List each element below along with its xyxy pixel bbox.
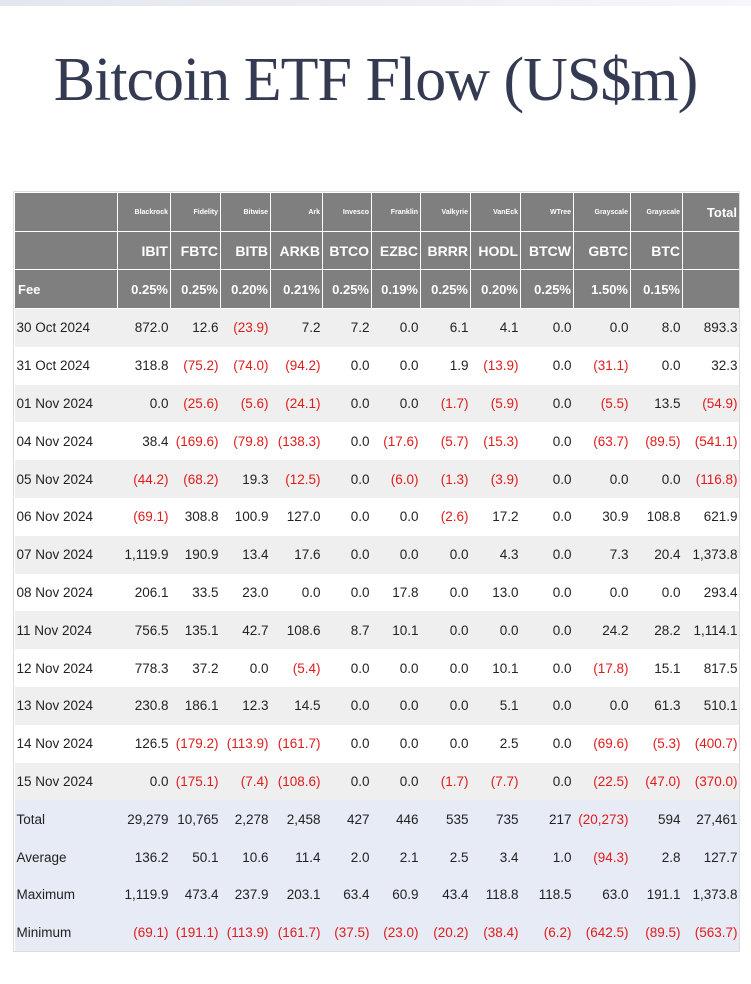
ticker-header: BTC bbox=[631, 232, 683, 270]
issuer-header: Valkyrie bbox=[421, 193, 471, 232]
row-total: 1,373.8 bbox=[683, 536, 740, 574]
flow-cell: (23.0) bbox=[372, 914, 421, 952]
header-blank bbox=[683, 232, 740, 270]
flow-cell: 0.0 bbox=[521, 422, 574, 460]
flow-cell: (22.5) bbox=[574, 763, 631, 801]
flow-cell: (63.7) bbox=[574, 422, 631, 460]
flow-cell: (13.9) bbox=[471, 347, 521, 385]
row-total: 27,461 bbox=[683, 800, 740, 838]
flow-cell: 0.0 bbox=[372, 385, 421, 423]
row-total: (370.0) bbox=[683, 763, 740, 801]
issuer-header: Ark bbox=[271, 193, 323, 232]
summary-row bbox=[15, 838, 740, 876]
flow-cell: 0.0 bbox=[574, 574, 631, 612]
issuer-header-row bbox=[15, 193, 740, 232]
fee-value: 0.19% bbox=[372, 270, 421, 309]
flow-cell: 308.8 bbox=[171, 498, 221, 536]
flow-cell: (5.9) bbox=[471, 385, 521, 423]
fee-value: 0.25% bbox=[421, 270, 471, 309]
flow-cell: (24.1) bbox=[271, 385, 323, 423]
row-date: 07 Nov 2024 bbox=[15, 536, 118, 574]
flow-cell: 0.0 bbox=[421, 611, 471, 649]
flow-cell: 43.4 bbox=[421, 876, 471, 914]
table-row bbox=[15, 347, 740, 385]
flow-cell: 12.3 bbox=[221, 687, 271, 725]
fee-value: 0.25% bbox=[118, 270, 171, 309]
row-total: (563.7) bbox=[683, 914, 740, 952]
ticker-header: BTCO bbox=[323, 232, 372, 270]
flow-cell: 0.0 bbox=[421, 649, 471, 687]
fee-value: 0.21% bbox=[271, 270, 323, 309]
flow-cell: 24.2 bbox=[574, 611, 631, 649]
flow-cell: (3.9) bbox=[471, 460, 521, 498]
flow-cell: 0.0 bbox=[521, 725, 574, 763]
flow-cell: 756.5 bbox=[118, 611, 171, 649]
ticker-header: IBIT bbox=[118, 232, 171, 270]
flow-cell: 0.0 bbox=[421, 574, 471, 612]
flow-cell: 2.0 bbox=[323, 838, 372, 876]
flow-cell: 0.0 bbox=[372, 536, 421, 574]
flow-cell: 42.7 bbox=[221, 611, 271, 649]
flow-cell: 0.0 bbox=[521, 611, 574, 649]
flow-cell: (161.7) bbox=[271, 914, 323, 952]
flow-cell: (1.3) bbox=[421, 460, 471, 498]
flow-cell: 28.2 bbox=[631, 611, 683, 649]
flow-cell: 8.7 bbox=[323, 611, 372, 649]
flow-cell: 206.1 bbox=[118, 574, 171, 612]
fee-value: 0.25% bbox=[521, 270, 574, 309]
fee-value: 0.20% bbox=[221, 270, 271, 309]
flow-cell: (113.9) bbox=[221, 914, 271, 952]
summary-label: Minimum bbox=[15, 914, 118, 952]
issuer-header: Invesco bbox=[323, 193, 372, 232]
flow-cell: 17.8 bbox=[372, 574, 421, 612]
flow-cell: 0.0 bbox=[372, 763, 421, 801]
row-date: 15 Nov 2024 bbox=[15, 763, 118, 801]
flow-cell: 33.5 bbox=[171, 574, 221, 612]
flow-cell: 0.0 bbox=[521, 498, 574, 536]
flow-cell: 735 bbox=[471, 800, 521, 838]
issuer-header: Fidelity bbox=[171, 193, 221, 232]
flow-cell: 0.0 bbox=[631, 347, 683, 385]
row-date: 06 Nov 2024 bbox=[15, 498, 118, 536]
flow-cell: 0.0 bbox=[323, 347, 372, 385]
flow-cell: 0.0 bbox=[421, 725, 471, 763]
flow-cell: (79.8) bbox=[221, 422, 271, 460]
flow-cell: 0.0 bbox=[221, 649, 271, 687]
flow-cell: (2.6) bbox=[421, 498, 471, 536]
fee-header-row bbox=[15, 270, 740, 309]
flow-cell: 4.1 bbox=[471, 309, 521, 347]
flow-cell: 0.0 bbox=[421, 687, 471, 725]
flow-cell: (12.5) bbox=[271, 460, 323, 498]
flow-cell: 0.0 bbox=[323, 498, 372, 536]
row-total: (54.9) bbox=[683, 385, 740, 423]
row-date: 30 Oct 2024 bbox=[15, 309, 118, 347]
table-row bbox=[15, 725, 740, 763]
flow-cell: 2,278 bbox=[221, 800, 271, 838]
flow-cell: 0.0 bbox=[271, 574, 323, 612]
flow-cell: 778.3 bbox=[118, 649, 171, 687]
flow-cell: 0.0 bbox=[372, 725, 421, 763]
flow-cell: 0.0 bbox=[521, 649, 574, 687]
flow-cell: (74.0) bbox=[221, 347, 271, 385]
flow-cell: 14.5 bbox=[271, 687, 323, 725]
flow-cell: 7.3 bbox=[574, 536, 631, 574]
flow-cell: (89.5) bbox=[631, 422, 683, 460]
flow-cell: (138.3) bbox=[271, 422, 323, 460]
summary-row bbox=[15, 800, 740, 838]
flow-cell: (20.2) bbox=[421, 914, 471, 952]
row-total: 293.4 bbox=[683, 574, 740, 612]
flow-cell: (7.7) bbox=[471, 763, 521, 801]
flow-cell: (17.6) bbox=[372, 422, 421, 460]
flow-cell: 7.2 bbox=[271, 309, 323, 347]
header-blank bbox=[683, 270, 740, 309]
flow-cell: (20,273) bbox=[574, 800, 631, 838]
flow-cell: (47.0) bbox=[631, 763, 683, 801]
flow-cell: 0.0 bbox=[118, 385, 171, 423]
flow-cell: 10.1 bbox=[372, 611, 421, 649]
flow-cell: 0.0 bbox=[574, 309, 631, 347]
flow-cell: (7.4) bbox=[221, 763, 271, 801]
flow-cell: 0.0 bbox=[421, 536, 471, 574]
flow-cell: (94.2) bbox=[271, 347, 323, 385]
flow-cell: 0.0 bbox=[372, 347, 421, 385]
table-row bbox=[15, 687, 740, 725]
flow-cell: (5.4) bbox=[271, 649, 323, 687]
table-row bbox=[15, 611, 740, 649]
fee-value: 0.20% bbox=[471, 270, 521, 309]
summary-label: Average bbox=[15, 838, 118, 876]
flow-cell: (169.6) bbox=[171, 422, 221, 460]
flow-cell: 318.8 bbox=[118, 347, 171, 385]
summary-row bbox=[15, 914, 740, 952]
flow-cell: (6.0) bbox=[372, 460, 421, 498]
flow-cell: (175.1) bbox=[171, 763, 221, 801]
flow-cell: 13.5 bbox=[631, 385, 683, 423]
header-corner bbox=[15, 193, 118, 232]
flow-cell: (37.5) bbox=[323, 914, 372, 952]
flow-cell: 2.8 bbox=[631, 838, 683, 876]
flow-cell: 0.0 bbox=[372, 649, 421, 687]
flow-cell: (108.6) bbox=[271, 763, 323, 801]
flow-cell: 203.1 bbox=[271, 876, 323, 914]
issuer-header: Grayscale bbox=[574, 193, 631, 232]
row-total: 1,373.8 bbox=[683, 876, 740, 914]
flow-cell: 108.6 bbox=[271, 611, 323, 649]
etf-flow-table bbox=[14, 192, 740, 952]
row-total: (400.7) bbox=[683, 725, 740, 763]
flow-cell: 1,119.9 bbox=[118, 536, 171, 574]
flow-cell: 50.1 bbox=[171, 838, 221, 876]
flow-cell: (75.2) bbox=[171, 347, 221, 385]
flow-cell: 0.0 bbox=[323, 725, 372, 763]
fee-label: Fee bbox=[15, 270, 118, 309]
flow-cell: 2.5 bbox=[421, 838, 471, 876]
flow-cell: 6.1 bbox=[421, 309, 471, 347]
flow-cell: 0.0 bbox=[521, 574, 574, 612]
flow-cell: 10,765 bbox=[171, 800, 221, 838]
flow-cell: 7.2 bbox=[323, 309, 372, 347]
flow-cell: (68.2) bbox=[171, 460, 221, 498]
flow-cell: 5.1 bbox=[471, 687, 521, 725]
flow-cell: 10.6 bbox=[221, 838, 271, 876]
flow-cell: 63.0 bbox=[574, 876, 631, 914]
flow-cell: 2.1 bbox=[372, 838, 421, 876]
flow-cell: 13.4 bbox=[221, 536, 271, 574]
table-row bbox=[15, 574, 740, 612]
flow-cell: (89.5) bbox=[631, 914, 683, 952]
flow-cell: (5.6) bbox=[221, 385, 271, 423]
row-date: 05 Nov 2024 bbox=[15, 460, 118, 498]
flow-cell: 237.9 bbox=[221, 876, 271, 914]
issuer-header: VanEck bbox=[471, 193, 521, 232]
fee-value: 0.25% bbox=[171, 270, 221, 309]
flow-cell: 1,119.9 bbox=[118, 876, 171, 914]
flow-cell: 30.9 bbox=[574, 498, 631, 536]
flow-cell: 0.0 bbox=[521, 460, 574, 498]
flow-cell: (44.2) bbox=[118, 460, 171, 498]
flow-cell: 4.3 bbox=[471, 536, 521, 574]
flow-cell: 17.6 bbox=[271, 536, 323, 574]
flow-cell: 0.0 bbox=[521, 347, 574, 385]
flow-cell: 0.0 bbox=[323, 422, 372, 460]
row-total: 32.3 bbox=[683, 347, 740, 385]
flow-cell: 29,279 bbox=[118, 800, 171, 838]
row-date: 13 Nov 2024 bbox=[15, 687, 118, 725]
flow-cell: (23.9) bbox=[221, 309, 271, 347]
row-total: 1,114.1 bbox=[683, 611, 740, 649]
flow-cell: 38.4 bbox=[118, 422, 171, 460]
flow-cell: 0.0 bbox=[372, 498, 421, 536]
table-row bbox=[15, 460, 740, 498]
flow-cell: 20.4 bbox=[631, 536, 683, 574]
flow-cell: 126.5 bbox=[118, 725, 171, 763]
flow-cell: 17.2 bbox=[471, 498, 521, 536]
flow-cell: (6.2) bbox=[521, 914, 574, 952]
flow-cell: 535 bbox=[421, 800, 471, 838]
flow-cell: (69.1) bbox=[118, 914, 171, 952]
flow-cell: 594 bbox=[631, 800, 683, 838]
row-total: (541.1) bbox=[683, 422, 740, 460]
flow-cell: (113.9) bbox=[221, 725, 271, 763]
ticker-header: BITB bbox=[221, 232, 271, 270]
flow-cell: 0.0 bbox=[521, 687, 574, 725]
flow-cell: 186.1 bbox=[171, 687, 221, 725]
flow-cell: 8.0 bbox=[631, 309, 683, 347]
flow-cell: (31.1) bbox=[574, 347, 631, 385]
flow-cell: (5.7) bbox=[421, 422, 471, 460]
flow-cell: 2,458 bbox=[271, 800, 323, 838]
ticker-header: FBTC bbox=[171, 232, 221, 270]
flow-cell: 0.0 bbox=[372, 687, 421, 725]
flow-cell: 1.9 bbox=[421, 347, 471, 385]
issuer-header: Blackrock bbox=[118, 193, 171, 232]
row-total: 817.5 bbox=[683, 649, 740, 687]
row-total: 893.3 bbox=[683, 309, 740, 347]
flow-cell: 0.0 bbox=[323, 536, 372, 574]
fee-value: 0.25% bbox=[323, 270, 372, 309]
flow-cell: 190.9 bbox=[171, 536, 221, 574]
flow-cell: 0.0 bbox=[574, 687, 631, 725]
table-row bbox=[15, 385, 740, 423]
ticker-header: HODL bbox=[471, 232, 521, 270]
flow-cell: (69.6) bbox=[574, 725, 631, 763]
issuer-header: Grayscale bbox=[631, 193, 683, 232]
flow-cell: 2.5 bbox=[471, 725, 521, 763]
flow-cell: 135.1 bbox=[171, 611, 221, 649]
row-total: (116.8) bbox=[683, 460, 740, 498]
flow-cell: 0.0 bbox=[323, 460, 372, 498]
flow-cell: (69.1) bbox=[118, 498, 171, 536]
flow-cell: (38.4) bbox=[471, 914, 521, 952]
flow-cell: 230.8 bbox=[118, 687, 171, 725]
flow-cell: 100.9 bbox=[221, 498, 271, 536]
ticker-header: BRRR bbox=[421, 232, 471, 270]
ticker-header: BTCW bbox=[521, 232, 574, 270]
row-total: 621.9 bbox=[683, 498, 740, 536]
row-date: 12 Nov 2024 bbox=[15, 649, 118, 687]
flow-cell: (191.1) bbox=[171, 914, 221, 952]
table-row bbox=[15, 649, 740, 687]
flow-cell: (1.7) bbox=[421, 763, 471, 801]
flow-cell: 0.0 bbox=[323, 687, 372, 725]
flow-cell: 0.0 bbox=[118, 763, 171, 801]
table-row bbox=[15, 536, 740, 574]
flow-cell: (17.8) bbox=[574, 649, 631, 687]
row-date: 01 Nov 2024 bbox=[15, 385, 118, 423]
ticker-header: GBTC bbox=[574, 232, 631, 270]
row-date: 31 Oct 2024 bbox=[15, 347, 118, 385]
flow-cell: (161.7) bbox=[271, 725, 323, 763]
flow-cell: 0.0 bbox=[323, 385, 372, 423]
flow-cell: 11.4 bbox=[271, 838, 323, 876]
flow-cell: (179.2) bbox=[171, 725, 221, 763]
flow-cell: 872.0 bbox=[118, 309, 171, 347]
issuer-header: Franklin bbox=[372, 193, 421, 232]
issuer-header: WTree bbox=[521, 193, 574, 232]
summary-label: Maximum bbox=[15, 876, 118, 914]
fee-value: 1.50% bbox=[574, 270, 631, 309]
flow-cell: 0.0 bbox=[323, 649, 372, 687]
page-title: Bitcoin ETF Flow (US$m) bbox=[53, 46, 698, 114]
flow-cell: (642.5) bbox=[574, 914, 631, 952]
flow-cell: 37.2 bbox=[171, 649, 221, 687]
total-header: Total bbox=[683, 193, 740, 232]
summary-row bbox=[15, 876, 740, 914]
flow-cell: 0.0 bbox=[574, 460, 631, 498]
row-date: 08 Nov 2024 bbox=[15, 574, 118, 612]
table-row bbox=[15, 309, 740, 347]
summary-label: Total bbox=[15, 800, 118, 838]
flow-cell: 61.3 bbox=[631, 687, 683, 725]
flow-cell: 0.0 bbox=[521, 385, 574, 423]
flow-cell: 118.8 bbox=[471, 876, 521, 914]
flow-cell: 473.4 bbox=[171, 876, 221, 914]
flow-cell: 0.0 bbox=[521, 763, 574, 801]
ticker-header: ARKB bbox=[271, 232, 323, 270]
table-row bbox=[15, 763, 740, 801]
flow-cell: (1.7) bbox=[421, 385, 471, 423]
ticker-header: EZBC bbox=[372, 232, 421, 270]
row-total: 510.1 bbox=[683, 687, 740, 725]
flow-cell: 63.4 bbox=[323, 876, 372, 914]
flow-cell: 0.0 bbox=[323, 763, 372, 801]
flow-cell: (25.6) bbox=[171, 385, 221, 423]
row-date: 14 Nov 2024 bbox=[15, 725, 118, 763]
flow-cell: (94.3) bbox=[574, 838, 631, 876]
flow-cell: 0.0 bbox=[471, 611, 521, 649]
flow-cell: 0.0 bbox=[521, 536, 574, 574]
flow-cell: 217 bbox=[521, 800, 574, 838]
flow-cell: 446 bbox=[372, 800, 421, 838]
flow-cell: 0.0 bbox=[372, 309, 421, 347]
flow-cell: 60.9 bbox=[372, 876, 421, 914]
flow-cell: 10.1 bbox=[471, 649, 521, 687]
flow-cell: 127.0 bbox=[271, 498, 323, 536]
table-row bbox=[15, 498, 740, 536]
flow-cell: 13.0 bbox=[471, 574, 521, 612]
flow-cell: 12.6 bbox=[171, 309, 221, 347]
row-total: 127.7 bbox=[683, 838, 740, 876]
header-corner bbox=[15, 232, 118, 270]
flow-cell: (15.3) bbox=[471, 422, 521, 460]
flow-cell: 136.2 bbox=[118, 838, 171, 876]
fee-value: 0.15% bbox=[631, 270, 683, 309]
issuer-header: Bitwise bbox=[221, 193, 271, 232]
ticker-header-row bbox=[15, 232, 740, 270]
table-row bbox=[15, 422, 740, 460]
table-body bbox=[15, 309, 740, 952]
flow-cell: 118.5 bbox=[521, 876, 574, 914]
flow-cell: 0.0 bbox=[323, 574, 372, 612]
flow-cell: (5.3) bbox=[631, 725, 683, 763]
row-date: 04 Nov 2024 bbox=[15, 422, 118, 460]
flow-cell: 191.1 bbox=[631, 876, 683, 914]
flow-cell: 19.3 bbox=[221, 460, 271, 498]
row-date: 11 Nov 2024 bbox=[15, 611, 118, 649]
flow-cell: 0.0 bbox=[521, 309, 574, 347]
flow-cell: 23.0 bbox=[221, 574, 271, 612]
flow-cell: 0.0 bbox=[631, 574, 683, 612]
flow-cell: 427 bbox=[323, 800, 372, 838]
flow-cell: 108.8 bbox=[631, 498, 683, 536]
flow-cell: 0.0 bbox=[631, 460, 683, 498]
top-strip bbox=[0, 0, 751, 6]
flow-cell: 3.4 bbox=[471, 838, 521, 876]
flow-cell: (5.5) bbox=[574, 385, 631, 423]
flow-cell: 1.0 bbox=[521, 838, 574, 876]
flow-cell: 15.1 bbox=[631, 649, 683, 687]
